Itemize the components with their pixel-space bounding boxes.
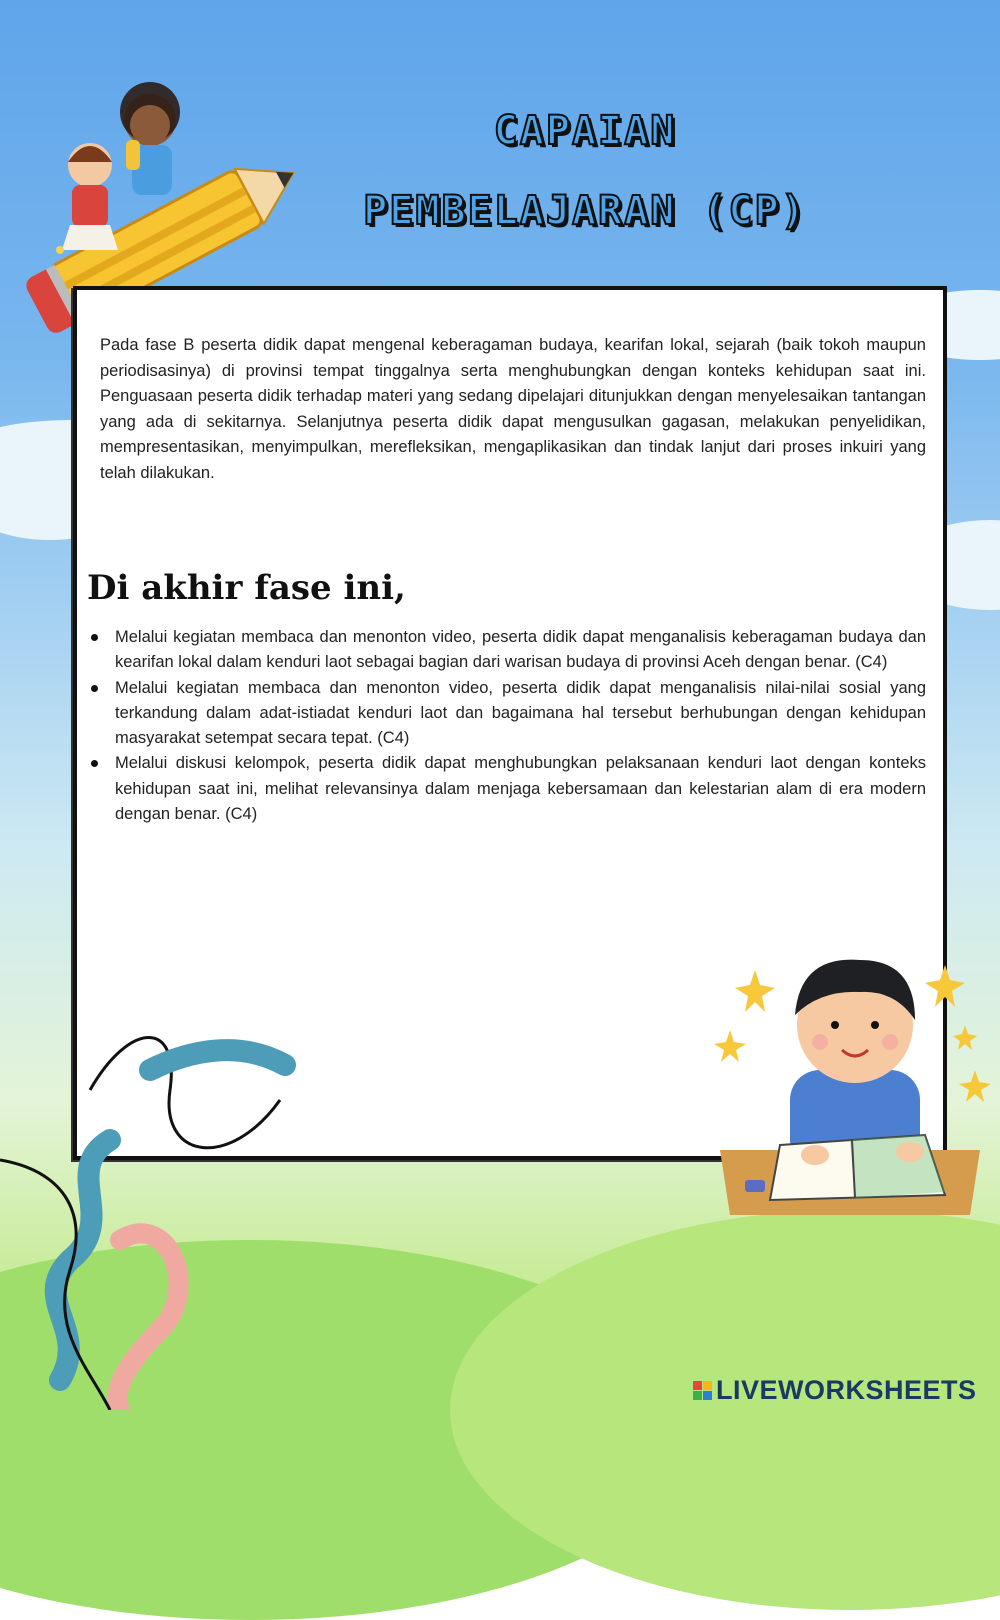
logo-mark-icon [693,1381,712,1400]
objectives-list [88,625,926,827]
boy-reading-illustration [700,930,1000,1230]
intro-paragraph: Pada fase B peserta didik dapat mengenal keberagaman budaya, kearifan lokal, sejarah (baik tokoh maupun periodisasinya) di provinsi tempat tinggalnya serta menghubungkan dengan konteks kehidupan saat ini. Penguasaan peserta didik terhadap materi yang sedang dipelajari ditunjukkan dengan menyelesaikan tantangan yang ada di sekitarnya. Selanjutnya peserta didik dapat mengusulkan gagasan, melakukan penyelidikan, mempresentasikan, menyimpulkan, merefleksikan, mengaplikasikan dan tindak lanjut dari proses inkuiri yang telah dilakukan. [100,336,926,482]
list-item [88,676,926,752]
list-item [88,751,926,827]
page-title-line-2: PEMBELAJARAN (CP) [363,188,807,234]
bullet-icon [91,685,98,692]
logo-text: LIVEWORKSHEETS [716,1374,977,1405]
list-item-text: Melalui kegiatan membaca dan menonton video, peserta didik dapat menganalisis nilai-nilai sosial yang terkandung dalam adat-istiadat kenduri laot dan bagaimana hal tersebut berhubungan dengan kehidupan masyarakat setempat secara tepat. (C4) [115,678,926,748]
bullet-icon [91,760,98,767]
bullet-icon [91,634,98,641]
squiggle-decoration [0,1010,320,1410]
liveworksheets-logo[interactable] [693,1374,977,1406]
section-heading: Di akhir fase ini, [87,568,406,608]
list-item [88,625,926,676]
list-item-text: Melalui kegiatan membaca dan menonton video, peserta didik dapat menganalisis keberagaman budaya dan kearifan lokal dalam kenduri laot sebagai bagian dari warisan budaya di provinsi Aceh dengan benar. (C4) [115,628,926,672]
page-title-line-1: CAPAIAN [493,108,677,154]
list-item-text: Melalui diskusi kelompok, peserta didik dapat menghubungkan pelaksanaan kenduri laot dengan konteks kehidupan saat ini, melihat relevansinya dalam menjaga kebersamaan dan kelestarian alam di era modern dengan benar. (C4) [115,754,926,824]
